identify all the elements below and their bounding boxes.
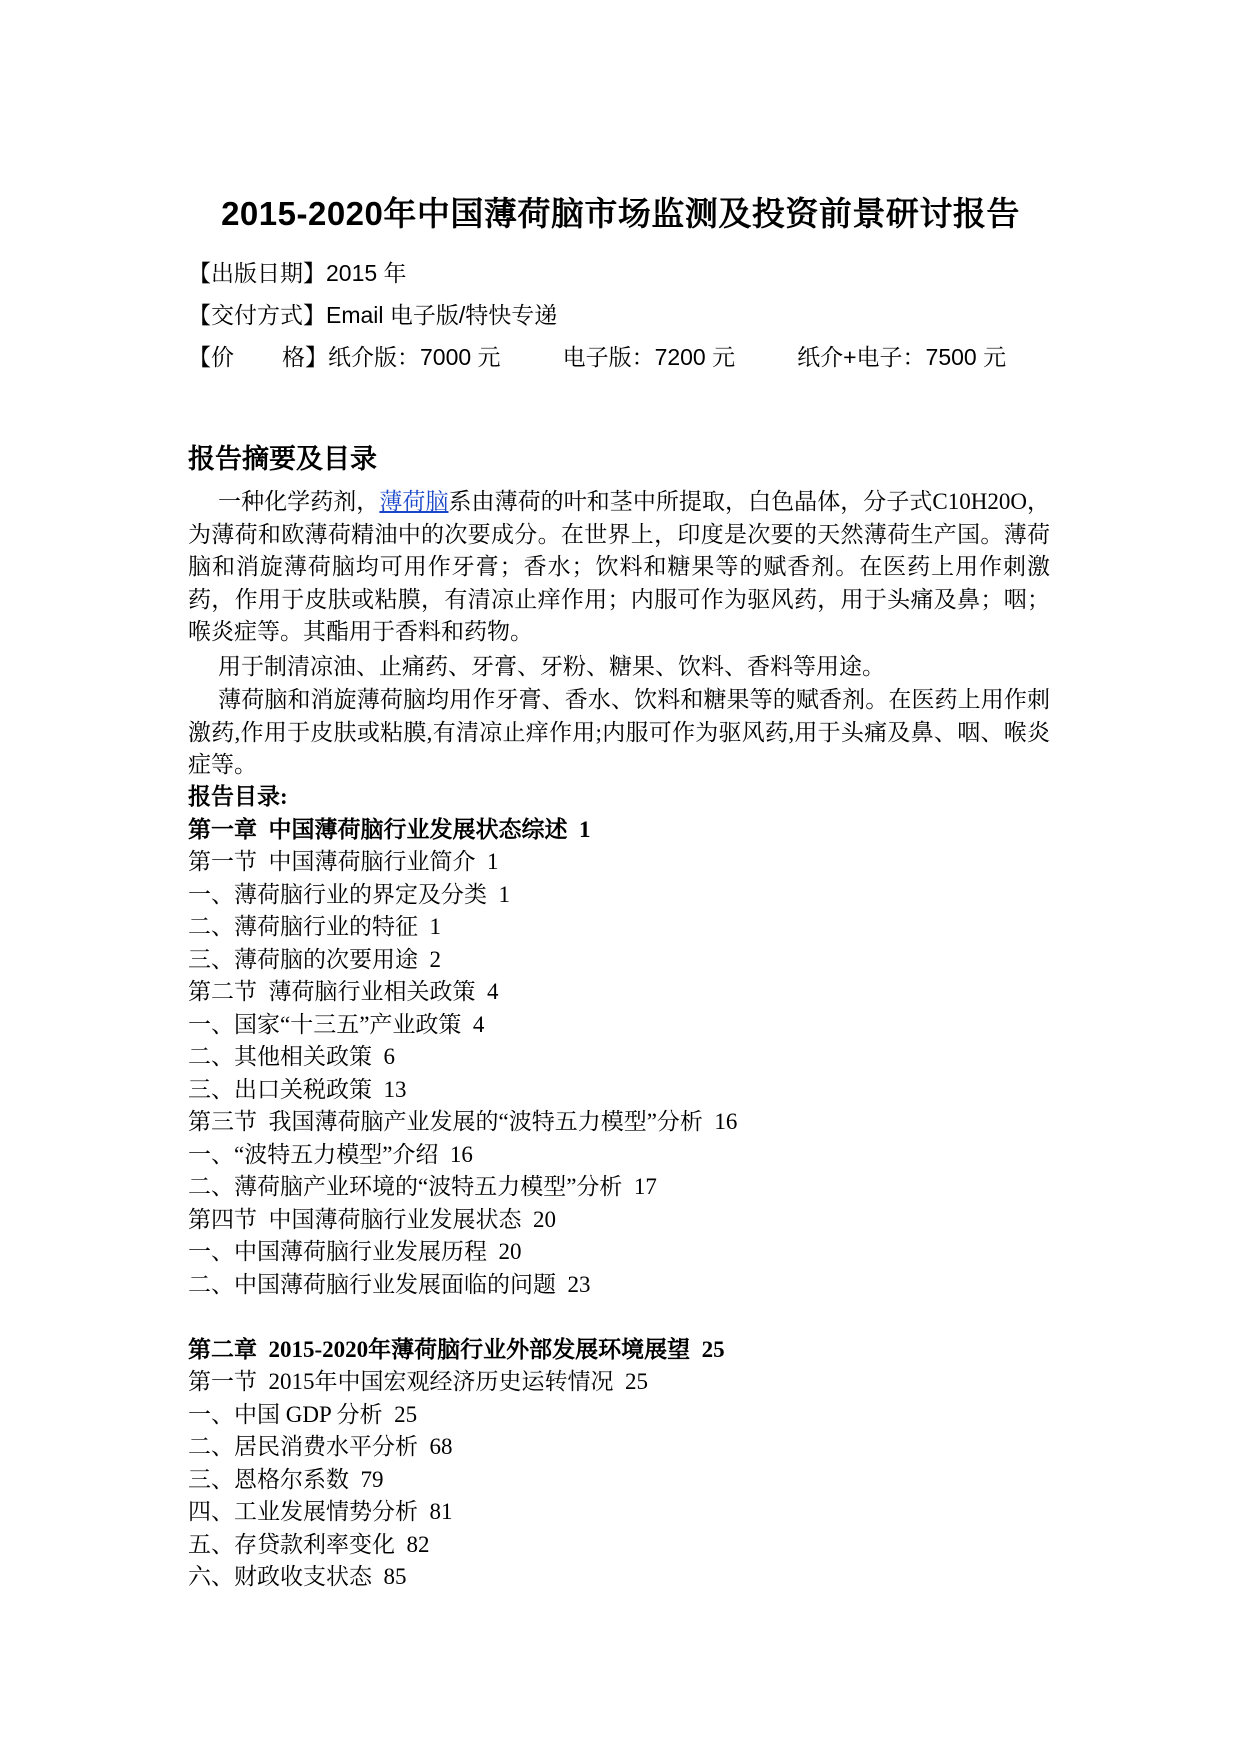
toc-item: 二、薄荷脑产业环境的“波特五力模型”分析 17 [188,1174,657,1199]
summary-paragraph-3 [188,684,1050,782]
summary-p2: 用于制清凉油、止痛药、牙膏、牙粉、糖果、饮料、香料等用途。 [218,654,885,679]
toc-item: 二、中国薄荷脑行业发展面临的问题 23 [188,1271,591,1297]
toc-item: 一、薄荷脑行业的界定及分类 1 [188,881,510,907]
toc-section: 第一节 中国薄荷脑行业简介 1 [188,849,499,874]
toc-item: 三、薄荷脑的次要用途 2 [188,946,441,972]
toc-item: 一、中国薄荷脑行业发展历程 20 [188,1239,522,1264]
summary-heading: 报告摘要及目录 [188,444,377,474]
publish-date-label: 【出版日期】 [188,260,326,286]
toc-spacer [188,1301,1068,1334]
delivery-row [188,299,557,331]
menthol-link[interactable]: 薄荷脑 [379,489,449,514]
price-row [188,341,1006,373]
toc-item: 一、国家“十三五”产业政策 4 [188,1011,485,1037]
toc-heading: 报告目录: [188,784,288,809]
toc-item: 三、出口关税政策 13 [188,1076,407,1102]
toc-chapter: 第一章 中国薄荷脑行业发展状态综述 1 [188,816,591,842]
toc-chapter: 第二章 2015-2020年薄荷脑行业外部发展环境展望 25 [188,1336,725,1362]
toc-item: 一、“波特五力模型”介绍 16 [188,1141,473,1167]
toc-item: 四、工业发展情势分析 81 [188,1499,453,1524]
summary-p1-rest: 系由薄荷的叶和茎中所提取，白色晶体，分子式C10H20O，为薄荷和欧薄荷精油中的次要成分。在世界上，印度是次要的天然薄荷生产国。薄荷脑和消旋薄荷脑均可用作牙膏；香水；饮料和糖果等的赋香剂。在医药上用作刺激药，作用于皮肤或粘膜，有清凉止痒作用；内服可作为驱风药，用于头痛及鼻；咽；喉炎症等。其酯用于香料和药物。 [188,489,1051,644]
toc-item: 六、财政收支状态 85 [188,1564,407,1589]
toc-section: 第四节 中国薄荷脑行业发展状态 20 [188,1206,556,1232]
summary-p3: 薄荷脑和消旋薄荷脑均用作牙膏、香水、饮料和糖果等的赋香剂。在医药上用作刺激药,作用于皮肤或粘膜,有清凉止痒作用;内服可作为驱风药,用于头痛及鼻、咽、喉炎症等。 [188,687,1050,777]
toc-item: 一、中国 GDP 分析 25 [188,1401,418,1427]
publish-date-row [188,257,407,289]
summary-paragraph-2 [188,651,1050,684]
table-of-contents [188,781,1068,1594]
price-paper: 纸介版：7000 元 [328,344,501,370]
price-both: 纸介+电子：7500 元 [797,344,1007,370]
toc-item: 三、恩格尔系数 79 [188,1466,384,1492]
toc-section: 第三节 我国薄荷脑产业发展的“波特五力模型”分析 16 [188,1109,738,1134]
price-label-left: 【价 [188,344,234,370]
toc-item: 二、其他相关政策 6 [188,1044,395,1069]
price-label-right: 格】 [282,344,328,370]
toc-section: 第二节 薄荷脑行业相关政策 4 [188,979,499,1004]
delivery-value: Email 电子版/特快专递 [326,302,558,328]
publish-date-value: 2015 年 [326,260,407,286]
price-electronic: 电子版：7200 元 [562,344,736,370]
report-title: 2015-2020年中国薄荷脑市场监测及投资前景研讨报告 [221,195,1020,232]
toc-item: 二、居民消费水平分析 68 [188,1434,453,1459]
toc-section: 第一节 2015年中国宏观经济历史运转情况 25 [188,1369,648,1394]
summary-paragraph-1 [188,486,1050,649]
toc-item: 五、存贷款利率变化 82 [188,1531,430,1557]
delivery-label: 【交付方式】 [188,302,326,328]
toc-item: 二、薄荷脑行业的特征 1 [188,914,441,939]
summary-p1-prefix: 一种化学药剂， [218,489,380,514]
